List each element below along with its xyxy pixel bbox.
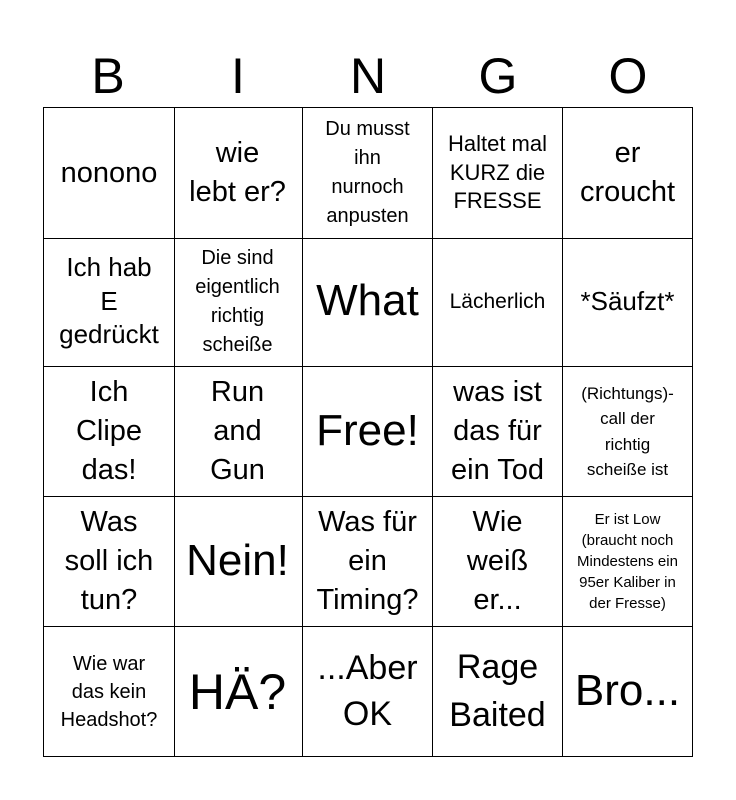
bingo-cell-text: Free!: [316, 406, 419, 456]
bingo-cell-text: Ich Clipe das!: [75, 375, 143, 487]
bingo-cell-text: What: [316, 276, 419, 326]
bingo-cell-text: HÄ?: [188, 663, 287, 720]
bingo-cell[interactable]: [563, 627, 693, 757]
header-letter-i: I: [231, 48, 245, 104]
bingo-cell[interactable]: [44, 108, 175, 239]
bingo-cell[interactable]: [173, 108, 303, 239]
bingo-cell-text: Lächerlich: [449, 289, 546, 313]
bingo-cell[interactable]: [44, 627, 175, 757]
bingo-cell-text: Rage Baited: [449, 647, 546, 734]
bingo-cell-text: Was soll ich tun?: [64, 505, 154, 617]
bingo-cell[interactable]: [173, 237, 303, 367]
bingo-cell-text: Nein!: [186, 536, 289, 586]
bingo-cell-text: *Säufzt*: [580, 285, 675, 316]
bingo-cell-text: nonono: [60, 156, 158, 189]
bingo-cell-text: Ich hab E gedrückt: [59, 251, 159, 350]
bingo-cell[interactable]: [433, 108, 563, 239]
bingo-cell[interactable]: [173, 367, 303, 497]
bingo-cell-text: Was für ein Timing?: [316, 505, 419, 617]
bingo-cell[interactable]: [303, 237, 433, 367]
header-letter-b: B: [91, 48, 125, 104]
bingo-cell-text: Run and Gun: [210, 375, 265, 487]
bingo-cell[interactable]: [303, 108, 433, 239]
bingo-cell[interactable]: [303, 627, 433, 757]
bingo-cell-text: was ist das für ein Tod: [451, 375, 544, 487]
header-letter-o: O: [608, 48, 648, 104]
bingo-cell-text: ...Aber OK: [317, 648, 418, 733]
bingo-cell[interactable]: [44, 237, 175, 367]
bingo-cell[interactable]: [433, 627, 563, 757]
bingo-cell-text: (Richtungs)- call der richtig scheiße ist: [581, 383, 674, 479]
bingo-cell[interactable]: [303, 497, 433, 627]
bingo-cell[interactable]: [44, 497, 175, 627]
header-letter-g: G: [478, 48, 518, 104]
bingo-cell-text: Haltet mal KURZ die FRESSE: [447, 131, 548, 214]
bingo-cell-text: Du musst ihn nurnoch anpusten: [325, 118, 410, 227]
bingo-cell[interactable]: [433, 367, 563, 497]
bingo-cell[interactable]: [563, 237, 693, 367]
bingo-cell[interactable]: [563, 497, 693, 627]
bingo-cell-text: Wie weiß er...: [466, 505, 529, 617]
bingo-cell-text: Die sind eigentlich richtig scheiße: [195, 246, 280, 356]
bingo-cell[interactable]: [563, 108, 693, 239]
bingo-cell[interactable]: [433, 497, 563, 627]
bingo-cell[interactable]: [173, 497, 303, 627]
bingo-cell-text: wie lebt er?: [189, 136, 286, 208]
bingo-cell[interactable]: [433, 237, 563, 367]
header-letter-n: N: [349, 48, 387, 104]
bingo-header: [43, 45, 693, 107]
bingo-cell[interactable]: [563, 367, 693, 497]
bingo-cell[interactable]: [303, 367, 433, 497]
bingo-cell-text: Wie war das kein Headshot?: [60, 652, 158, 731]
bingo-cell[interactable]: [44, 367, 175, 497]
bingo-cell[interactable]: [173, 627, 303, 757]
bingo-cell-text: Er ist Low (braucht noch Mindestens ein 95er Kaliber in der Fresse): [577, 511, 678, 612]
bingo-cell-text: er croucht: [579, 136, 676, 208]
bingo-board: [43, 107, 693, 757]
bingo-cell-text: Bro...: [574, 666, 681, 716]
